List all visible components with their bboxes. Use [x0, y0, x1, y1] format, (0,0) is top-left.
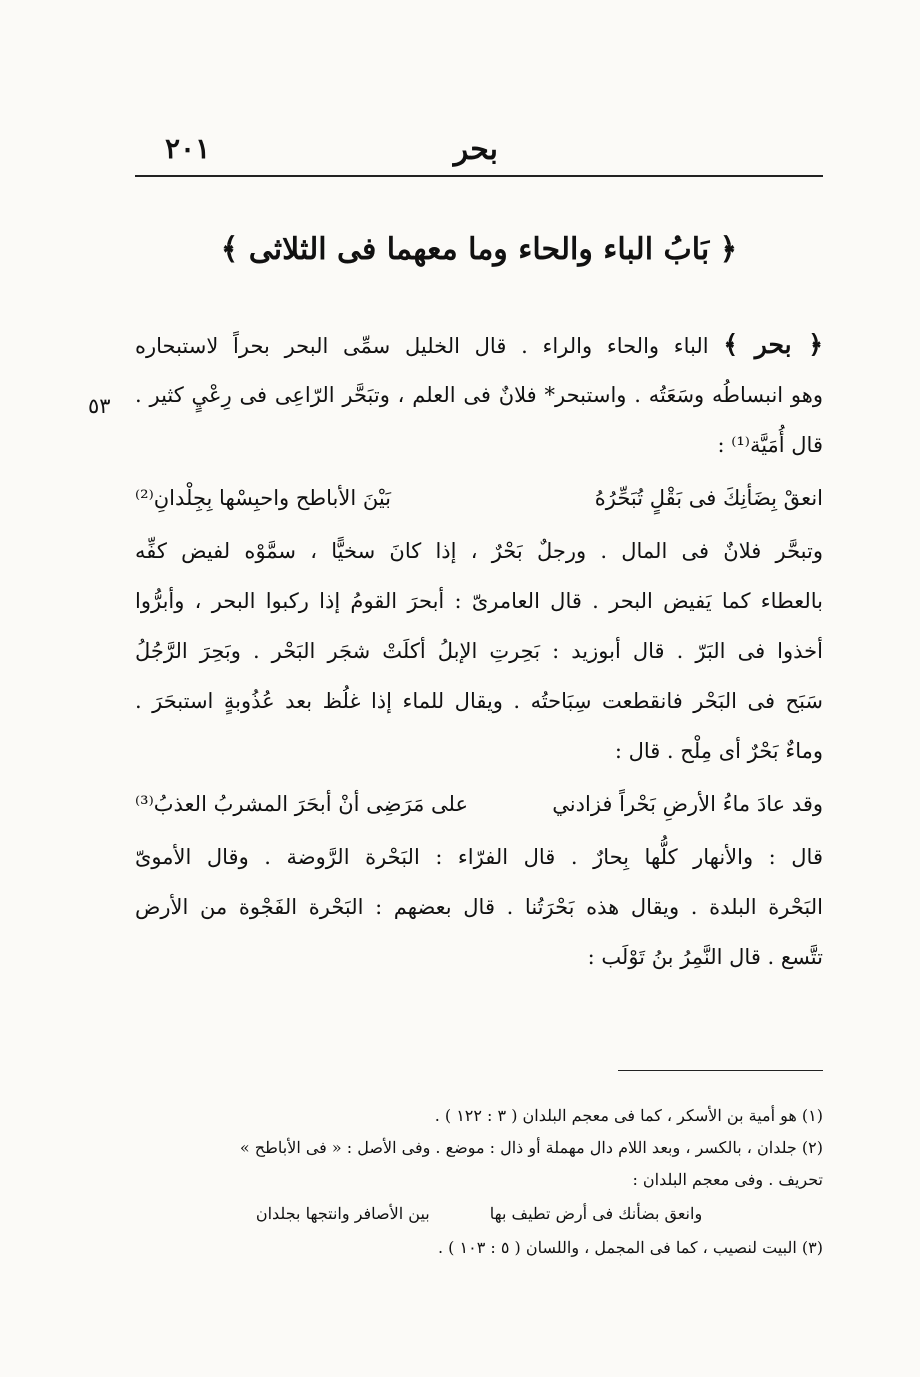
text-line: سَبَح فى البَحْر فانقطعت سِبَاحتُه . ويقال للماء إذا غلُظ بعد عُذُوبةٍ استبحَرَ .: [135, 689, 823, 713]
verse-hemistich-first: وانعق بضأنك فى أرض تطيف بها: [489, 1204, 703, 1223]
text-run: الباء والحاء والراء . قال الخليل سمِّى البحر بحراً لاستبحاره: [135, 334, 724, 358]
text-line: أخذوا فى البَرّ . قال أبوزيد : بَحِرتِ الإبلُ أكلَتْ شجَر البَحْر . وبَحِرَ الرَّجُلُ: [135, 639, 823, 663]
verse-hemistich-second: بَيْنَ الأباطح واحبِسْها بِجِلْدانِ⁽²⁾: [135, 486, 392, 510]
chapter-title: ﴿ بَابُ الباء والحاء وما معهما فى الثلاثى ﴾: [220, 232, 738, 267]
text-line: البَحْرة البلدة . ويقال هذه بَحْرَتُنا . قال بعضهم : البَحْرة الفَجْوة من الأرض: [135, 895, 823, 919]
footnote-rule: [618, 1070, 823, 1071]
text-line: قال أُمَيَّة⁽¹⁾ :: [717, 433, 823, 457]
margin-number: ٥٣: [88, 394, 111, 418]
entry-body: [135, 320, 823, 982]
text-line: وماءٌ بَحْرٌ أى مِلْح . قال :: [614, 739, 823, 763]
footnote-3: (٣) البيت لنصيب ، كما فى المجمل ، واللسان ( ٥ : ١٠٣ ) .: [438, 1238, 823, 1257]
footnote-verse: [135, 1196, 823, 1232]
text-line: تتَّسع . قال النَّمِرُ بنُ تَوْلَب :: [587, 945, 823, 969]
footnote-2: (٢) جلدان ، بالكسر ، وبعد اللام دال مهملة أو ذال : موضع . وفى الأصل : « فى الأباطح »: [239, 1138, 823, 1157]
text-line: بالعطاء كما يَفيض البحر . قال العامرىّ : أبحرَ القومُ إذا ركبوا البحر ، وأبرُّوا: [135, 589, 823, 613]
text-line: وهو انبساطُه وسَعَتُه . واستبحر* فلانٌ فى العلم ، وتبَحَّر الرّاعِى فى رِعْيٍ كثير .: [135, 383, 823, 407]
verse-hemistich-first: وقد عادَ ماءُ الأرضِ بَحْراً فزادني: [552, 792, 823, 816]
text-line: قال : والأنهار كلُّها بِحارٌ . قال الفرّاء : البَحْرة الرَّوضة . وقال الأموىّ: [135, 845, 823, 869]
verse-hemistich-second: على مَرَضِى أنْ أبحَرَ المشربُ العذبُ⁽³⁾: [135, 792, 468, 816]
verse-hemistich-first: انعقْ بِضَأنِكَ فى بَقْلٍ تُبَحِّرُهُ: [594, 486, 823, 510]
running-head: بحر: [453, 132, 498, 167]
page-number: ٢٠١: [165, 132, 211, 165]
header-rule: [135, 175, 823, 177]
verse-1: [135, 470, 823, 526]
headword: ﴿ بحر ﴾: [723, 330, 823, 359]
footnotes: [135, 1100, 823, 1264]
verse-2: [135, 776, 823, 832]
footnote-2-continued: تحريف . وفى معجم البلدان :: [632, 1170, 823, 1189]
footnote-1: (١) هو أمية بن الأسكر ، كما فى معجم البلدان ( ٣ : ١٢٢ ) .: [434, 1106, 823, 1125]
verse-hemistich-second: بين الأصافر وانتجها بجلدان: [255, 1204, 430, 1223]
text-line: [135, 320, 823, 370]
page-header: [135, 128, 823, 168]
text-line: وتبحَّر فلانٌ فى المال . ورجلٌ بَحْرٌ ، إذا كانَ سخيًّا ، سمَّوْه لفيض كفِّه: [135, 539, 823, 563]
